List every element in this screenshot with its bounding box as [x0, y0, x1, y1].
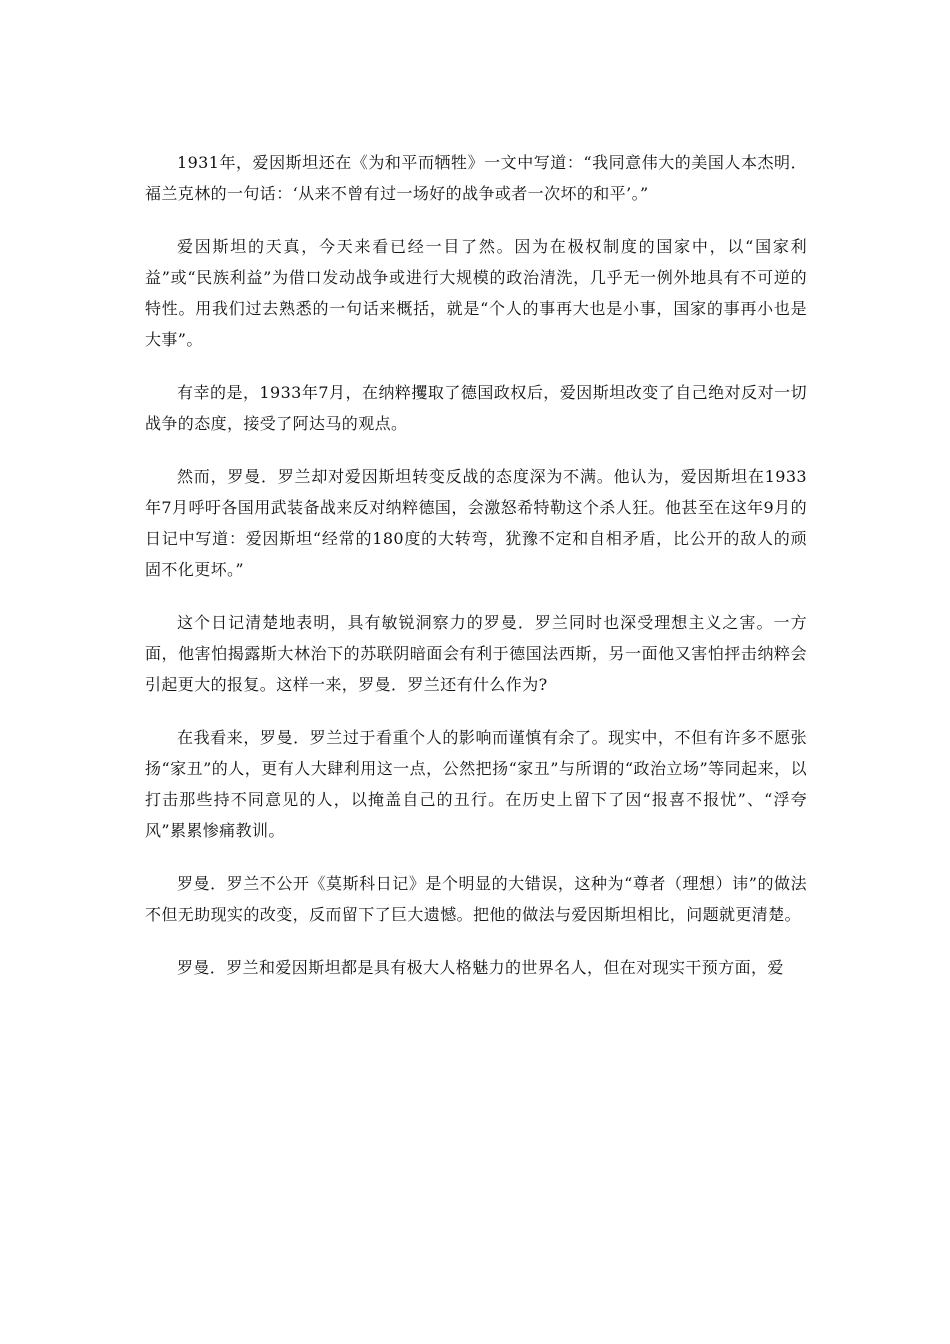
paragraph-2: 爱因斯坦的天真，今天来看已经一目了然。因为在极权制度的国家中，以“国家利益”或“民族利益”为借口发动战争或进行大规模的政治清洗，几乎无一例外地具有不可逆的特性。用我们过去熟悉的一句话来概括，就是“个人的事再大也是小事，国家的事再小也是大事”。	[145, 237, 807, 349]
paragraph-8: 罗曼．罗兰和爱因斯坦都是具有极大人格魅力的世界名人，但在对现实干预方面，爱	[177, 958, 784, 977]
document-page	[145, 147, 807, 1005]
paragraph-3: 有幸的是，1933年7月，在纳粹攫取了德国政权后，爱因斯坦改变了自己绝对反对一切战争的态度，接受了阿达马的观点。	[145, 383, 807, 433]
paragraph-7: 罗曼．罗兰不公开《莫斯科日记》是个明显的大错误，这种为“尊者（理想）讳”的做法不但无助现实的改变，反而留下了巨大遗憾。把他的做法与爱因斯坦相比，问题就更清楚。	[145, 874, 807, 924]
paragraph-1: 1931年，爱因斯坦还在《为和平而牺牲》一文中写道：“我同意伟大的美国人本杰明．福兰克林的一句话：‘从来不曾有过一场好的战争或者一次坏的和平’。”	[145, 153, 807, 203]
paragraph-5: 这个日记清楚地表明，具有敏锐洞察力的罗曼．罗兰同时也深受理想主义之害。一方面，他害怕揭露斯大林治下的苏联阴暗面会有利于德国法西斯，另一面他又害怕抨击纳粹会引起更大的报复。这样一来，罗曼．罗兰还有什么作为?	[145, 613, 807, 694]
paragraph-6: 在我看来，罗曼．罗兰过于看重个人的影响而谨慎有余了。现实中，不但有许多不愿张扬“家丑”的人，更有人大肆利用这一点，公然把扬“家丑”与所谓的“政治立场”等同起来，以打击那些持不同意见的人，以掩盖自己的丑行。在历史上留下了因“报喜不报忧”、“浮夸风”累累惨痛教训。	[145, 728, 807, 840]
paragraph-4: 然而，罗曼．罗兰却对爱因斯坦转变反战的态度深为不满。他认为，爱因斯坦在1933年7月呼吁各国用武装备战来反对纳粹德国，会激怒希特勒这个杀人狂。他甚至在这年9月的日记中写道：爱因斯坦“经常的180度的大转弯，犹豫不定和自相矛盾，比公开的敌人的顽固不化更坏。”	[145, 467, 807, 579]
